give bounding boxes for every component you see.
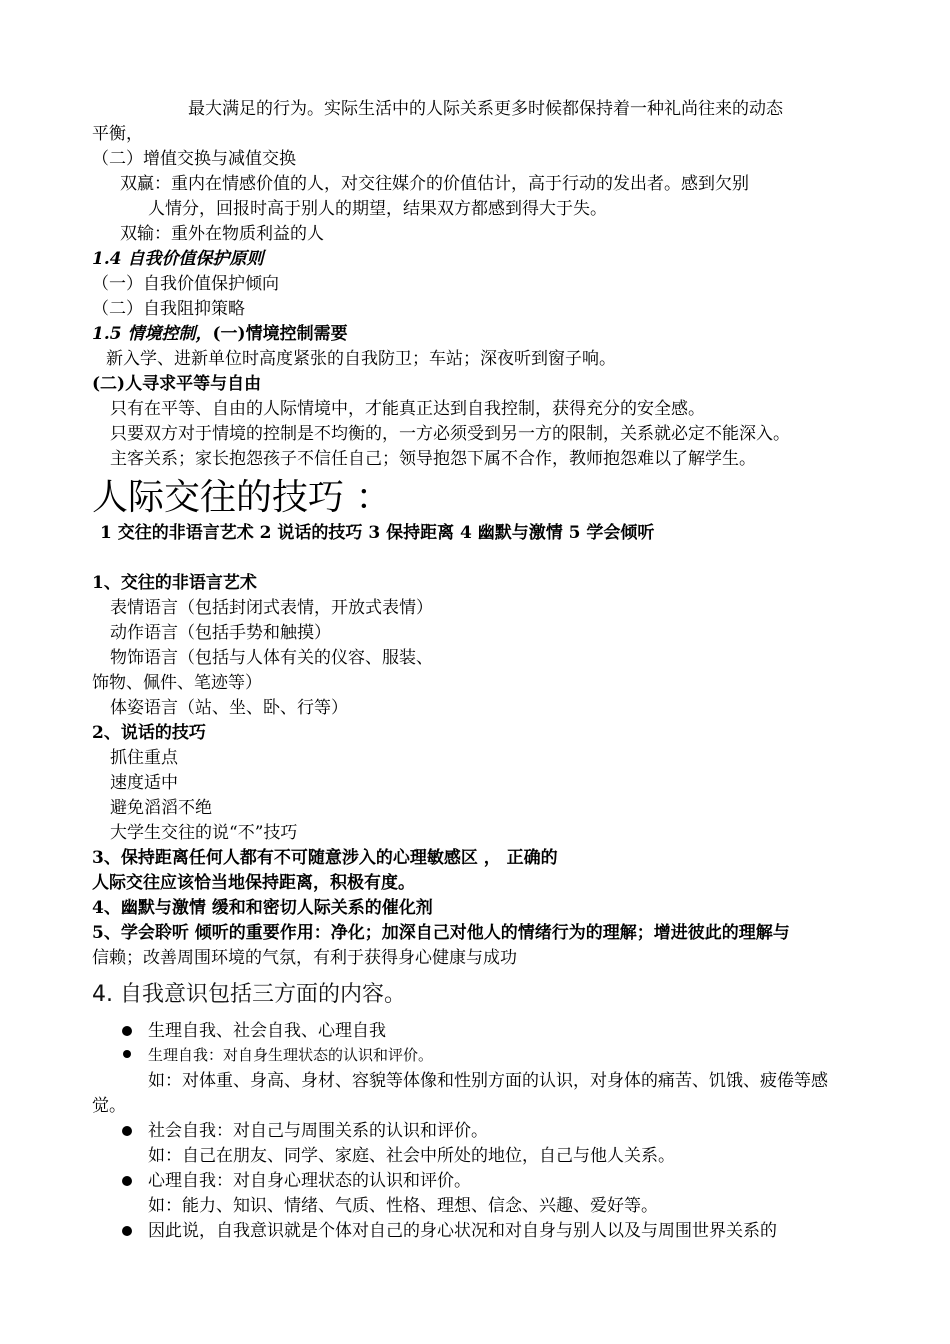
- bullet-item: 因此说，自我意识就是个体对自己的身心状况和对自身与别人以及与周围世界关系的: [148, 1221, 777, 1241]
- text-line: （二）增值交换与减值交换: [92, 149, 296, 169]
- self-awareness-heading: 4. 自我意识包括三方面的内容。: [92, 982, 406, 1007]
- text-line: 双输：重外在物质利益的人: [120, 224, 324, 244]
- bullet-icon: [123, 1050, 131, 1058]
- list-item: 物饰语言（包括与人体有关的仪容、服装、: [110, 648, 433, 668]
- section-heading-1-4: 1.4 自我价值保护原则: [92, 249, 264, 269]
- skills-summary: 1 交往的非语言艺术 2 说话的技巧 3 保持距离 4 幽默与激情 5 学会倾听: [100, 523, 655, 543]
- skill-heading: 1、交往的非语言艺术: [92, 573, 257, 593]
- skill-heading: 5、学会聆听 倾听的重要作用：净化；加深自己对他人的情绪行为的理解；增进彼此的理解与: [92, 923, 790, 943]
- example-line: 如：能力、知识、情绪、气质、性格、理想、信念、兴趣、爱好等。: [148, 1196, 658, 1216]
- text-line: 人情分，回报时高于别人的期望，结果双方都感到得大于失。: [148, 199, 607, 219]
- bullet-icon: [122, 1026, 132, 1036]
- list-item: 动作语言（包括手势和触摸）: [110, 623, 331, 643]
- list-item: 表情语言（包括封闭式表情，开放式表情）: [110, 598, 433, 618]
- example-line: 如：对体重、身高、身材、容貌等体像和性别方面的认识，对身体的痛苦、饥饿、疲倦等感: [148, 1071, 828, 1091]
- text-line: (二)人寻求平等与自由: [92, 374, 262, 394]
- list-item: 避免滔滔不绝: [110, 798, 212, 818]
- text-line: 最大满足的行为。实际生活中的人际关系更多时候都保持着一种礼尚往来的动态: [188, 99, 783, 119]
- example-line: 觉。: [92, 1096, 126, 1116]
- bullet-item: 生理自我、社会自我、心理自我: [148, 1021, 386, 1041]
- list-item: 体姿语言（站、坐、卧、行等）: [110, 698, 348, 718]
- heading-italic-part: 1.5 情境控制，: [92, 324, 213, 344]
- example-line: 如：自己在朋友、同学、家庭、社会中所处的地位，自己与他人关系。: [148, 1146, 675, 1166]
- list-item: 速度适中: [110, 773, 178, 793]
- text-line: 信赖；改善周围环境的气氛，有利于获得身心健康与成功: [92, 948, 517, 968]
- bullet-item: 生理自我：对自身生理状态的认识和评价。: [148, 1046, 434, 1064]
- text-line: 新入学、进新单位时高度紧张的自我防卫；车站；深夜听到窗子响。: [106, 349, 616, 369]
- bullet-item: 社会自我：对自己与周围关系的认识和评价。: [148, 1121, 488, 1141]
- skill-heading: 4、幽默与激情 缓和和密切人际关系的催化剂: [92, 898, 433, 918]
- skill-heading: 3、保持距离任何人都有不可随意涉入的心理敏感区 ， 正确的: [92, 848, 558, 868]
- list-item: 大学生交往的说“不”技巧: [110, 823, 298, 843]
- text-line: （二）自我阻抑策略: [92, 299, 245, 319]
- heading-bold-part: (一)情境控制需要: [212, 324, 348, 344]
- list-item: 饰物、佩件、笔迹等）: [92, 673, 262, 693]
- text-line: 人际交往应该恰当地保持距离，积极有度。: [92, 873, 415, 893]
- bullet-item: 心理自我：对自身心理状态的认识和评价。: [148, 1171, 471, 1191]
- text-line: 平衡，: [92, 124, 143, 144]
- text-line: 双赢：重内在情感价值的人，对交往媒介的价值估计，高于行动的发出者。感到欠别: [120, 174, 749, 194]
- text-line: 只要双方对于情境的控制是不均衡的，一方必须受到另一方的限制，关系就必定不能深入。: [110, 424, 790, 444]
- bullet-icon: [122, 1226, 132, 1236]
- skill-heading: 2、说话的技巧: [92, 723, 206, 743]
- bullet-icon: [122, 1126, 132, 1136]
- section-heading-1-5: [92, 323, 348, 345]
- text-line: 只有在平等、自由的人际情境中，才能真正达到自我控制，获得充分的安全感。: [110, 399, 705, 419]
- list-item: 抓住重点: [110, 748, 178, 768]
- text-line: （一）自我价值保护倾向: [92, 274, 279, 294]
- skills-title: 人际交往的技巧 ：: [92, 477, 392, 518]
- text-line: 主客关系；家长抱怨孩子不信任自己；领导抱怨下属不合作，教师抱怨难以了解学生。: [110, 449, 756, 469]
- bullet-icon: [122, 1176, 132, 1186]
